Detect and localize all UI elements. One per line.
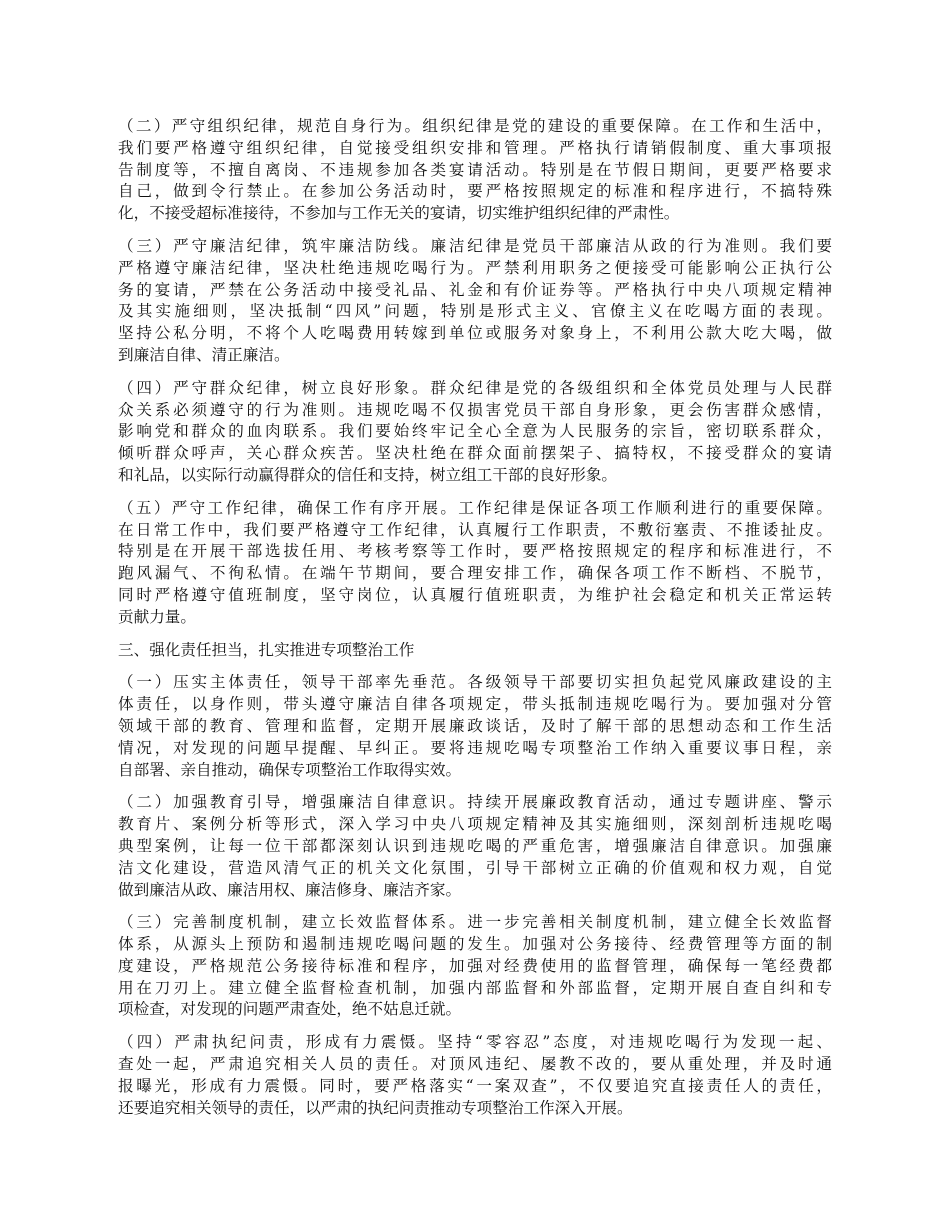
text-line: （二）严守组织纪律，规范自身行为。组织纪律是党的建设的重要保障。在工作和生活中， — [118, 117, 832, 135]
text-line: 项检查，对发现的问题严肃查处，绝不姑息迁就。 — [118, 1000, 462, 1019]
text-line: （三）严守廉洁纪律，筑牢廉洁防线。廉洁纪律是党员干部廉洁从政的行为准则。我们要 — [118, 236, 832, 255]
text-line: 度建设，严格规范公务接待标准和程序，加强对经费使用的监督管理，确保每一笔经费都 — [118, 956, 832, 975]
text-line: 洁文化建设，营造风清气正的机关文化氛围，引导干部树立正确的价值观和权力观，自觉 — [118, 858, 832, 877]
paragraph — [118, 792, 832, 901]
text-line: 特别是在开展干部选拔任用、考核考察等工作时，要严格按照规定的程序和标准进行，不 — [118, 542, 832, 561]
paragraph — [118, 236, 832, 367]
paragraph — [118, 672, 832, 781]
text-line: 贡献力量。 — [118, 607, 196, 626]
text-line: 倾听群众呼声，关心群众疾苦。坚决杜绝在群众面前摆架子、搞特权，不接受群众的宴请 — [118, 444, 832, 463]
text-line: 用在刀刃上。建立健全监督检查机制，加强内部监督和外部监督，定期开展自查自纠和专 — [118, 978, 832, 997]
text-line: （三）完善制度机制，建立长效监督体系。进一步完善相关制度机制，建立健全长效监督 — [118, 913, 832, 932]
text-line: 同时严格遵守值班制度，坚守岗位，认真履行值班职责，为维护社会稳定和机关正常运转 — [118, 585, 832, 604]
document-page — [118, 116, 832, 1130]
paragraph — [118, 912, 832, 1021]
text-line: 化，不接受超标准接待，不参加与工作无关的宴请，切实维护组织纪律的严肃性。 — [118, 204, 680, 223]
paragraph — [118, 378, 832, 487]
text-line: 严格遵守廉洁纪律，坚决杜绝违规吃喝行为。严禁利用职务之便接受可能影响公正执行公 — [118, 258, 832, 277]
text-line: 在日常工作中，我们要严格遵守工作纪律，认真履行工作职责，不敷衍塞责、不推诿扯皮。 — [118, 520, 832, 539]
text-line: 影响党和群众的血肉联系。我们要始终牢记全心全意为人民服务的宗旨，密切联系群众， — [118, 422, 832, 441]
text-line: 到廉洁自律、清正廉洁。 — [118, 345, 290, 364]
text-line: （四）严守群众纪律，树立良好形象。群众纪律是党的各级组织和全体党员处理与人民群 — [118, 378, 832, 397]
text-line: 及其实施细则，坚决抵制“四风”问题，特别是形式主义、官僚主义在吃喝方面的表现。 — [118, 302, 832, 321]
text-line: 务的宴请，严禁在公务活动中接受礼品、礼金和有价证券等。严格执行中央八项规定精神 — [118, 280, 832, 299]
text-line: 领域干部的教育、管理和监督，定期开展廉政谈话，及时了解干部的思想动态和工作生活 — [118, 716, 832, 735]
text-line: 告制度等，不擅自离岗、不违规参加各类宴请活动。特别是在节假日期间，更要严格要求 — [118, 160, 832, 179]
text-line: （二）加强教育引导，增强廉洁自律意识。持续开展廉政教育活动，通过专题讲座、警示 — [118, 793, 832, 812]
text-line: 自己，做到令行禁止。在参加公务活动时，要严格按照规定的标准和程序进行，不搞特殊 — [118, 182, 832, 201]
text-line: 和礼品，以实际行动赢得群众的信任和支持，树立组工干部的良好形象。 — [118, 465, 618, 484]
section-heading — [118, 640, 832, 662]
text-line: 做到廉洁从政、廉洁用权、廉洁修身、廉洁齐家。 — [118, 880, 462, 899]
paragraph — [118, 498, 832, 629]
text-line: 自部署、亲自推动，确保专项整治工作取得实效。 — [118, 760, 462, 779]
text-line: 教育片、案例分析等形式，深入学习中央八项规定精神及其实施细则，深刻剖析违规吃喝 — [118, 815, 832, 834]
text-line: （一）压实主体责任，领导干部率先垂范。各级领导干部要切实担负起党风廉政建设的主 — [118, 673, 832, 692]
text-line: 查处一起，严肃追究相关人员的责任。对顶风违纪、屡教不改的，要从重处理，并及时通 — [118, 1055, 832, 1074]
text-line: 我们要严格遵守组织纪律，自觉接受组织安排和管理。严格执行请销假制度、重大事项报 — [118, 138, 832, 157]
text-line: 坚持公私分明，不将个人吃喝费用转嫁到单位或服务对象身上，不利用公款大吃大喝，做 — [118, 324, 832, 343]
text-line: （五）严守工作纪律，确保工作有序开展。工作纪律是保证各项工作顺利进行的重要保障。 — [118, 498, 832, 517]
text-line: 情况，对发现的问题早提醒、早纠正。要将违规吃喝专项整治工作纳入重要议事日程，亲 — [118, 738, 832, 757]
text-line: 体系，从源头上预防和遏制违规吃喝问题的发生。加强对公务接待、经费管理等方面的制 — [118, 935, 832, 954]
text-line: 跑风漏气、不徇私情。在端午节期间，要合理安排工作，确保各项工作不断档、不脱节， — [118, 564, 832, 583]
paragraph — [118, 1032, 832, 1119]
text-line: 体责任，以身作则，带头遵守廉洁自律各项规定，带头抵制违规吃喝行为。要加强对分管 — [118, 695, 832, 714]
paragraph — [118, 116, 832, 225]
text-line: 典型案例，让每一位干部都深刻认识到违规吃喝的严重危害，增强廉洁自律意识。加强廉 — [118, 836, 832, 855]
text-line: 还要追究相关领导的责任，以严肃的执纪问责推动专项整治工作深入开展。 — [118, 1098, 633, 1117]
text-line: 众关系必须遵守的行为准则。违规吃喝不仅损害党员干部自身形象，更会伤害群众感情， — [118, 400, 832, 419]
text-line: 报曝光，形成有力震慑。同时，要严格落实“一案双查”，不仅要追究直接责任人的责任， — [118, 1076, 832, 1095]
text-line: （四）严肃执纪问责，形成有力震慑。坚持“零容忍”态度，对违规吃喝行为发现一起、 — [118, 1033, 832, 1052]
text-line: 三、强化责任担当，扎实推进专项整治工作 — [118, 640, 415, 659]
